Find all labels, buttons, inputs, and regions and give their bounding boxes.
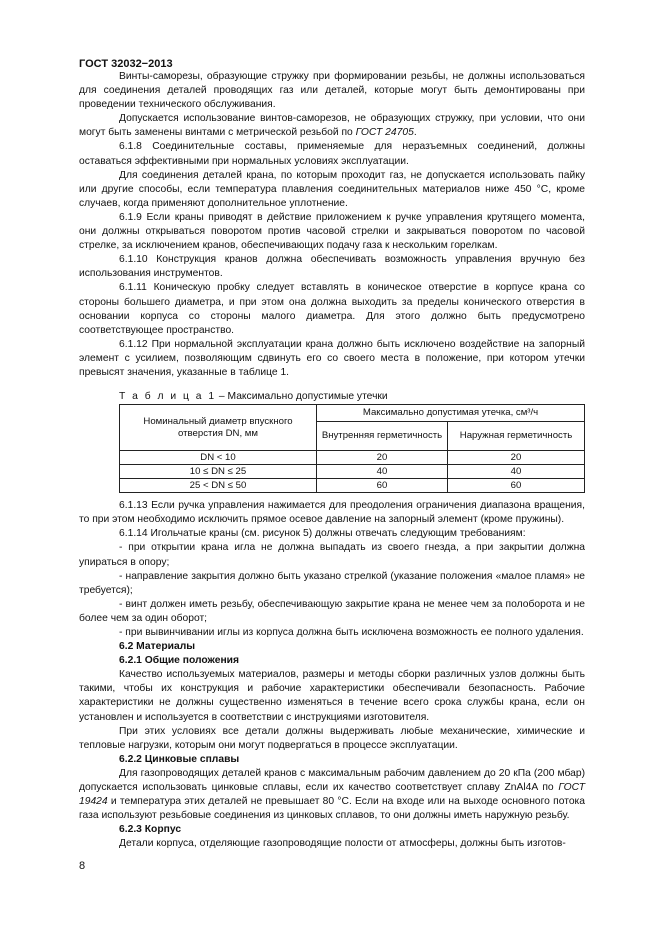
table-row xyxy=(120,465,585,479)
table-header-leakage: Максимально допустимая утечка, см³/ч xyxy=(317,405,585,422)
document-code-header: ГОСТ 32032−2013 xyxy=(79,58,173,70)
table-cell-internal: 40 xyxy=(317,465,448,479)
table-row xyxy=(120,451,585,465)
table-caption xyxy=(119,390,585,404)
paragraph: 6.1.12 При нормальной эксплуатации крана должно быть исключено воздействие на запорный элемент с усилием, позволяющим сдвинуть его со своего места в положение, при котором утечки превысят значения, указанные в таблице 1. xyxy=(79,338,585,378)
table-row xyxy=(120,479,585,493)
table-cell-internal: 20 xyxy=(317,451,448,465)
paragraph: Для соединения деталей крана, по которым проходит газ, не допускается использовать пайку или другие способы, если температура плавления соединительных материалов ниже 450 °С, кроме случаев, когда применяют дополнительное уплотнение. xyxy=(79,169,585,209)
table-caption-text: – Максимально допустимые утечки xyxy=(216,391,388,403)
list-item: - винт должен иметь резьбу, обеспечивающую закрытие крана не менее чем за полоборота и не более чем за один оборот; xyxy=(79,598,585,624)
page-number: 8 xyxy=(79,860,86,872)
standard-reference: ГОСТ 19424 xyxy=(79,782,585,808)
subsection-heading: 6.2.1 Общие положения xyxy=(119,655,239,667)
subsection-heading: 6.2.3 Корпус xyxy=(119,824,182,836)
table-cell-dn: 25 < DN ≤ 50 xyxy=(120,479,317,493)
page-body xyxy=(79,70,585,852)
paragraph-text: и температура этих деталей не превышает 80 °С. Если на входе или на выходе основного потока газа используют резьбовые соединения из цинковых сплавов, то они должны иметь наружную резьбу. xyxy=(79,796,585,822)
subsection-heading: 6.2.2 Цинковые сплавы xyxy=(119,753,240,765)
paragraph: Винты-саморезы, образующие стружку при формировании резьбы, не должны использоваться для соединения деталей проводящих газ или деталей, которые могут быть демонтированы при проведении технического обслуживания. xyxy=(79,71,585,111)
list-item: - при вывинчивании иглы из корпуса должна быть исключена возможность ее полного удаления. xyxy=(119,627,584,638)
paragraph: 6.1.14 Игольчатые краны (см. рисунок 5) должны отвечать следующим требованиям: xyxy=(119,528,526,540)
table-caption-label: Т а б л и ц а 1 xyxy=(119,391,217,403)
paragraph: 6.1.10 Конструкция кранов должна обеспечивать возможность управления вручную без использования инструментов. xyxy=(79,254,585,280)
table-cell-external: 40 xyxy=(448,465,585,479)
standard-reference: ГОСТ 24705 xyxy=(355,127,414,139)
table-header-dn: Номинальный диаметр впускного отверстия DN, мм xyxy=(120,405,317,451)
paragraph-text: Допускается использование винтов-саморезов, не образующих стружку, при условии, что они могут быть заменены винтами с метрической резьбой по xyxy=(79,113,585,139)
table-cell-external: 20 xyxy=(448,451,585,465)
paragraph: 6.1.8 Соединительные составы, применяемые для неразъемных соединений, должны оставаться эффективными при нормальных условиях эксплуатации. xyxy=(79,141,585,167)
table-cell-dn: DN < 10 xyxy=(120,451,317,465)
paragraph: 6.1.9 Если краны приводят в действие приложением к ручке управления крутящего момента, они должны открываться поворотом против часовой стрелки и закрываться поворотом по часовой стрелке, за исключением кранов, обеспечивающих подачу газа к нескольким горелкам. xyxy=(79,211,585,252)
paragraph: Допускается использование винтов-саморезов, не образующих стружку, при условии, что они могут быть заменены винтами с метрической резьбой по ГОСТ 24705. xyxy=(79,113,585,139)
paragraph: 6.1.13 Если ручка управления нажимается для преодоления ограничения диапазона вращения, то при этом необходимо исключить прямое осевое давление на запорный элемент (кроме пружины). xyxy=(79,500,585,526)
table-header-external: Наружная герметичность xyxy=(448,422,585,451)
paragraph xyxy=(79,767,585,823)
table-cell-external: 60 xyxy=(448,479,585,493)
paragraph: Детали корпуса, отделяющие газопроводящие полости от атмосферы, должны быть изготов- xyxy=(119,838,566,850)
table-cell-dn: 10 ≤ DN ≤ 25 xyxy=(120,465,317,479)
paragraph: 6.1.11 Коническую пробку следует вставлять в коническое отверстие в корпусе крана со стороны большего диаметра, и при этом она должна выходить за пределы конического отверстия в основании корпуса со стороны малого диаметра. Для этого должно быть предусмотрено соответствующее пространство. xyxy=(79,282,585,336)
list-item: - направление закрытия должно быть указано стрелкой (указание положения «малое пламя» не требуется); xyxy=(79,570,585,596)
table-header-internal: Внутренняя герметичность xyxy=(317,422,448,451)
paragraph: При этих условиях все детали должны выдерживать любые механические, химические и тепловые нагрузки, которым они могут подвергаться в процессе эксплуатации. xyxy=(79,725,585,751)
list-item: - при открытии крана игла не должна выпадать из своего гнезда, а при закрытии должна упираться в опору; xyxy=(79,542,585,568)
section-heading: 6.2 Материалы xyxy=(119,641,196,653)
leakage-table xyxy=(119,404,585,493)
paragraph: Качество используемых материалов, размеры и методы сборки различных узлов должны быть такими, чтобы их конструкция и рабочие характеристики обеспечивали безопасность. Рабочие характеристики не должны существенно изменяться в течение всего срока службы крана, если он установлен и используется в соответствии с инструкциями изготовителя. xyxy=(79,669,585,723)
paragraph-text: Для газопроводящих деталей кранов с максимальным рабочим давлением до 20 кПа (200 мбар) допускается использовать цинковые сплавы, если их качество соответствует сплаву ZnAl4A по xyxy=(79,767,585,794)
table-cell-internal: 60 xyxy=(317,479,448,493)
